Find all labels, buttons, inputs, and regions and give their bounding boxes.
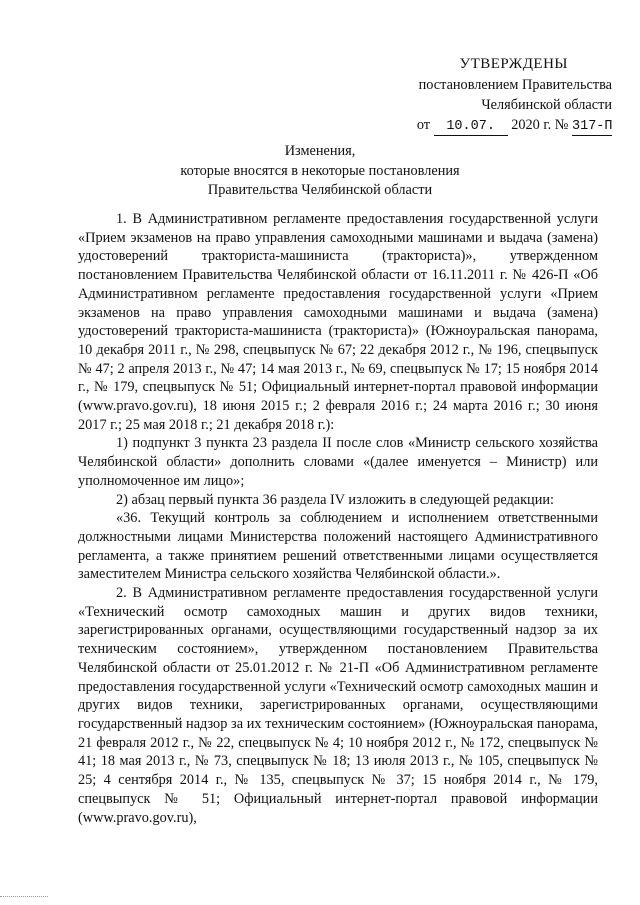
paragraph-1-subitem-2: 2) абзац первый пункта 36 раздела IV изложить в следующей редакции:: [116, 491, 554, 508]
approval-year-label: 2020 г. №: [511, 117, 569, 133]
title-line-2: которые вносятся в некоторые постановления: [180, 162, 460, 179]
title-line-1: Изменения,: [284, 143, 356, 159]
document-body: [78, 210, 598, 827]
scan-edge-mark: [0, 896, 48, 901]
approval-line-2: Челябинской области: [481, 97, 612, 113]
approval-line-1: постановлением Правительства: [418, 77, 612, 93]
title-line-3: Правительства Челябинской области: [207, 182, 433, 198]
approval-date-line: [384, 115, 612, 136]
paragraph-1-quote: «36. Текущий контроль за соблюдением и исполнением ответственными должностными лицами Министерства положений настоящего Административного регламента, а также принятием решений ответственными лицами осуществляется заместителем Министра сельского хозяйства Челябинской области.».: [78, 510, 598, 583]
document-title: [150, 142, 490, 201]
approval-number-value: 317-П: [572, 119, 613, 134]
approval-block: [384, 54, 612, 136]
paragraph-1-subitem-1: 1) подпункт 3 пункта 23 раздела II после слов «Министр сельского хозяйства Челябинской области» дополнить словами «(далее именуется – Министр) или уполномоченное им лицо»;: [78, 435, 598, 489]
approval-date-value: 10.07.: [434, 119, 508, 136]
approval-from-label: от: [416, 117, 431, 133]
paragraph-2: 2. В Административном регламенте предоставления государственной услуги «Технический осмотр самоходных машин и других видов техники, зарегистрированных органами, осуществляющими государственный надзор за их техническим состоянием», утвержденном постановлением Правительства Челябинской области от 25.01.2012 г. № 21-П «Об Административном регламенте предоставления государственной услуги «Технический осмотр самоходных машин и других видов техники, зарегистрированных органами, осуществляющими государственный надзор за их техническим состоянием» (Южноуральская панорама, 21 февраля 2012 г., № 22, спецвыпуск № 4; 10 ноября 2012 г., № 172, спецвыпуск № 41; 18 мая 2013 г., № 73, спецвыпуск № 18; 13 июля 2013 г., № 105, спецвыпуск № 25; 4 сентября 2014 г., № 135, спецвыпуск № 37; 15 ноября 2014 г., № 179, спецвыпуск № 51; Официальный интернет-портал правовой информации (www.pravo.gov.ru),: [78, 585, 598, 826]
paragraph-1: 1. В Административном регламенте предоставления государственной услуги «Прием экзаменов на право управления самоходными машинами и выдача (замена) удостоверений тракториста-машиниста (тракториста)», утвержденном постановлением Правительства Челябинской области от 16.11.2011 г. № 426-П «Об Административном регламенте предоставления государственной услуги «Прием экзаменов на право управления самоходными машинами и выдача (замена) удостоверений тракториста-машиниста (тракториста)» (Южноуральская панорама, 10 декабря 2011 г., № 298, спецвыпуск № 67; 22 декабря 2012 г., № 196, спецвыпуск № 47; 2 апреля 2013 г., № 47; 14 мая 2013 г., № 69, спецвыпуск № 17; 15 ноября 2014 г., № 179, спецвыпуск № 51; Официальный интернет-портал правовой информации (www.pravo.gov.ru), 18 июня 2015 г.; 2 февраля 2016 г.; 24 марта 2016 г.; 30 июня 2017 г.; 25 мая 2018 г.; 21 декабря 2018 г.):: [78, 211, 598, 433]
approval-heading: УТВЕРЖДЕНЫ: [459, 56, 568, 72]
